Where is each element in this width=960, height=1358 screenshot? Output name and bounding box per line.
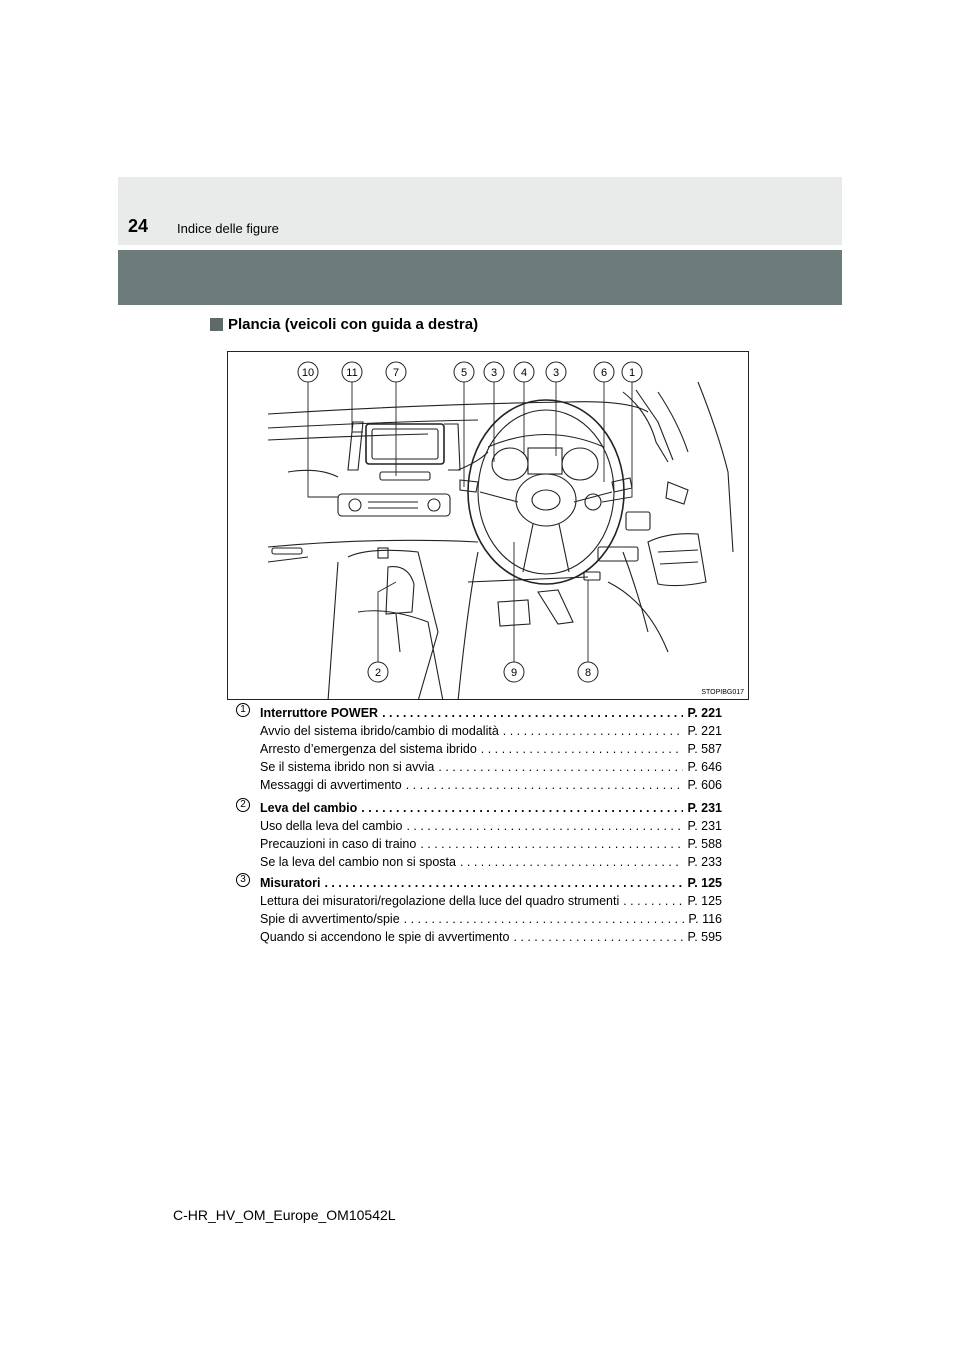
figure-code: STOPIBG017 xyxy=(701,689,744,696)
entry-label: Quando si accendono le spie di avvertimento xyxy=(260,930,510,944)
entry-label: Interruttore POWER xyxy=(260,706,379,720)
entry-row xyxy=(260,742,722,760)
entry-row xyxy=(260,930,722,948)
entry-page: P. 646 xyxy=(687,760,722,774)
entry-label: Uso della leva del cambio xyxy=(260,819,403,833)
entry-row xyxy=(260,760,722,778)
entry-page: P. 588 xyxy=(687,837,722,851)
entry-page: P. 221 xyxy=(687,724,722,738)
section-band xyxy=(118,250,842,305)
callout-label: 7 xyxy=(392,367,400,379)
entry-page: P. 606 xyxy=(687,778,722,792)
entry-label: Misuratori xyxy=(260,876,321,890)
callout-label: 10 xyxy=(301,367,315,379)
callout-label: 5 xyxy=(460,367,468,379)
callout-label: 8 xyxy=(584,667,592,679)
entry-label: Arresto d’emergenza del sistema ibrido xyxy=(260,742,477,756)
callout-label: 2 xyxy=(374,667,382,679)
entry-page: P. 595 xyxy=(687,930,722,944)
callout-label: 11 xyxy=(346,367,358,379)
callout-label: 4 xyxy=(520,367,528,379)
dashboard-drawing xyxy=(228,352,749,700)
entry-label: Precauzioni in caso di traino xyxy=(260,837,417,851)
entry-row xyxy=(260,837,722,855)
entry-label: Leva del cambio xyxy=(260,801,358,815)
callout-label: 6 xyxy=(600,367,608,379)
entry-row xyxy=(260,706,722,724)
entry-row xyxy=(260,778,722,796)
dashboard-illustration xyxy=(227,351,749,700)
entry-page: P. 125 xyxy=(687,894,722,908)
entry-label: Spie di avvertimento/spie xyxy=(260,912,400,926)
entry-label: Messaggi di avvertimento xyxy=(260,778,402,792)
entry-number: 3 xyxy=(236,873,250,887)
entry-page: P. 116 xyxy=(688,912,722,926)
entry-page: P. 125 xyxy=(687,876,722,890)
entry-row xyxy=(260,876,722,894)
footer-doc-code: C-HR_HV_OM_Europe_OM10542L xyxy=(173,1207,396,1223)
entry-label: Lettura dei misuratori/regolazione della luce del quadro strumenti xyxy=(260,894,620,908)
entry-label: Avvio del sistema ibrido/cambio di modalità xyxy=(260,724,499,738)
entry-label: Se il sistema ibrido non si avvia xyxy=(260,760,435,774)
entry-page: P. 233 xyxy=(687,855,722,869)
entry-row xyxy=(260,912,722,930)
entry-row xyxy=(260,855,722,873)
section-marker-icon xyxy=(210,318,223,331)
callout-label: 9 xyxy=(510,667,518,679)
callout-label: 1 xyxy=(628,367,636,379)
entry-number: 2 xyxy=(236,798,250,812)
callout-label: 3 xyxy=(490,367,498,379)
entry-label: Se la leva del cambio non si sposta xyxy=(260,855,456,869)
entry-row xyxy=(260,819,722,837)
entry-page: P. 587 xyxy=(687,742,722,756)
entry-page: P. 221 xyxy=(687,706,722,720)
entry-page: P. 231 xyxy=(687,801,722,815)
header-title: Indice delle figure xyxy=(177,221,279,236)
entry-number: 1 xyxy=(236,703,250,717)
page-number: 24 xyxy=(128,216,149,236)
callout-label: 3 xyxy=(552,367,560,379)
entry-page: P. 231 xyxy=(687,819,722,833)
section-title: Plancia (veicoli con guida a destra) xyxy=(228,316,479,333)
entry-row xyxy=(260,801,722,819)
entry-row xyxy=(260,724,722,742)
entry-row xyxy=(260,894,722,912)
